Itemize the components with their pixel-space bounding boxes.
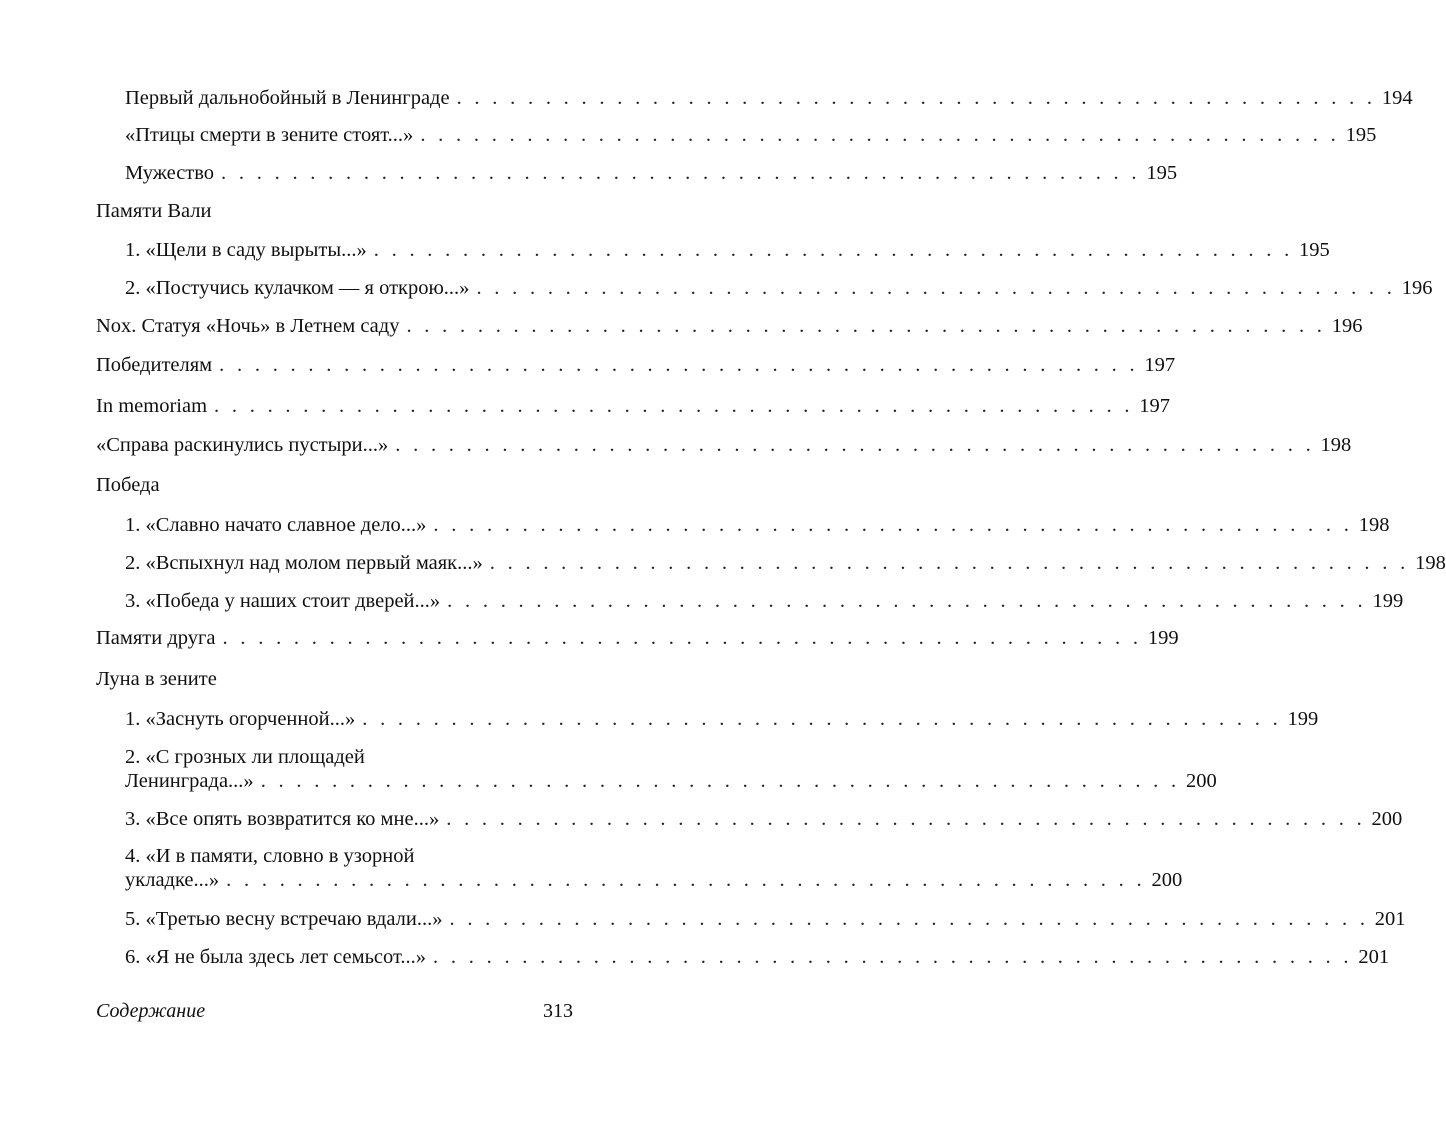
- dot-leader: . . . . . . . . . . . . . . . . . . . . . . . . . . . . . . . . . . . . . . . . . . . . . . . . . . . .: [489, 552, 1410, 574]
- toc-entry: [96, 433, 1352, 457]
- toc-entry: [96, 199, 573, 223]
- toc-entry-title: 2. «Вспыхнул над молом первый маяк...»: [125, 552, 483, 574]
- toc-entry-page: 198: [1415, 552, 1446, 574]
- toc-entry-title: 3. «Все опять возвратится ко мне...»: [125, 808, 440, 830]
- toc-entry: [125, 513, 1390, 537]
- toc-entry: [125, 907, 1406, 931]
- dot-leader: . . . . . . . . . . . . . . . . . . . . . . . . . . . . . . . . . . . . . . . . . . . . . . . . . . . .: [214, 395, 1134, 417]
- toc-entry-page: 195: [1345, 124, 1377, 146]
- toc-entry: [96, 626, 1179, 650]
- page-number: 313: [543, 1000, 573, 1022]
- dot-leader: . . . . . . . . . . . . . . . . . . . . . . . . . . . . . . . . . . . . . . . . . . . . . . . . . . . .: [447, 590, 1367, 612]
- toc-entry-title: In memoriam: [96, 395, 208, 417]
- toc-entry-page: 201: [1358, 946, 1390, 968]
- toc-entry-title: 2. «Постучись кулачком — я открою...»: [125, 277, 470, 299]
- toc-entry-title: 1. «Славно начато славное дело...»: [125, 514, 427, 536]
- toc-entry-page: 198: [1320, 434, 1352, 456]
- toc-entry-title-continuation: Ленинграда...»: [125, 770, 254, 792]
- toc-entry: [125, 86, 1413, 110]
- toc-entry-page: 199: [1287, 708, 1319, 730]
- dot-leader: . . . . . . . . . . . . . . . . . . . . . . . . . . . . . . . . . . . . . . . . . . . . . . . . . . . .: [219, 354, 1139, 376]
- toc-entry: [96, 394, 1171, 418]
- dot-leader: . . . . . . . . . . . . . . . . . . . . . . . . . . . . . . . . . . . . . . . . . . . . . . . . . . . .: [362, 708, 1282, 730]
- toc-entry: [125, 945, 1390, 969]
- dot-leader: . . . . . . . . . . . . . . . . . . . . . . . . . . . . . . . . . . . . . . . . . . . . . . . . . . . .: [449, 908, 1369, 930]
- toc-entry-page: 196: [1331, 315, 1363, 337]
- toc-entry: [96, 353, 1176, 377]
- toc-entry: [125, 844, 1183, 892]
- toc-entry-title: Луна в зените: [96, 668, 217, 690]
- page-footer: [96, 999, 573, 1023]
- dot-leader: . . . . . . . . . . . . . . . . . . . . . . . . . . . . . . . . . . . . . . . . . . . . . . . . . . . .: [420, 124, 1340, 146]
- toc-entry-page: 200: [1371, 808, 1403, 830]
- toc-entry: [125, 276, 1433, 300]
- toc-entry-page: 199: [1372, 590, 1404, 612]
- toc-entry-title: 4. «И в памяти, словно в узорной: [125, 845, 415, 867]
- toc-entry: [125, 123, 1377, 147]
- running-footer-title: Содержание: [96, 1000, 206, 1022]
- dot-leader: . . . . . . . . . . . . . . . . . . . . . . . . . . . . . . . . . . . . . . . . . . . . . . . . . . . .: [476, 277, 1396, 299]
- toc-entry: [125, 589, 1404, 613]
- toc-entry-title: Nox. Статуя «Ночь» в Летнем саду: [96, 315, 400, 337]
- toc-entry-title: 3. «Победа у наших стоит дверей...»: [125, 590, 441, 612]
- dot-leader: . . . . . . . . . . . . . . . . . . . . . . . . . . . . . . . . . . . . . . . . . . . . . . . . . . . .: [260, 770, 1180, 792]
- toc-entry-title-continuation: укладке...»: [125, 869, 220, 891]
- toc-entry: [125, 551, 1446, 575]
- toc-entry-title: 5. «Третью весну встречаю вдали...»: [125, 908, 443, 930]
- toc-entry: [125, 745, 1217, 793]
- toc-entry-title: «Птицы смерти в зените стоят...»: [125, 124, 414, 146]
- toc-entry-title: Памяти Вали: [96, 200, 212, 222]
- toc-entry: [125, 807, 1403, 831]
- toc-entry-title: Памяти друга: [96, 627, 216, 649]
- toc-entry-page: 197: [1139, 395, 1171, 417]
- toc-entry-page: 195: [1299, 239, 1330, 261]
- toc-entry: [125, 707, 1319, 731]
- dot-leader: . . . . . . . . . . . . . . . . . . . . . . . . . . . . . . . . . . . . . . . . . . . . . . . . . . . .: [406, 315, 1326, 337]
- toc-entry-page: 201: [1374, 908, 1406, 930]
- toc-entry-page: 195: [1146, 162, 1178, 184]
- dot-leader: . . . . . . . . . . . . . . . . . . . . . . . . . . . . . . . . . . . . . . . . . . . . . . . . . . . .: [433, 946, 1353, 968]
- toc-entry-page: 199: [1147, 627, 1179, 649]
- toc-entry-page: 198: [1358, 514, 1390, 536]
- dot-leader: . . . . . . . . . . . . . . . . . . . . . . . . . . . . . . . . . . . . . . . . . . . . . . . . . . . .: [226, 869, 1146, 891]
- toc-entry-title: «Справа раскинулись пустыри...»: [96, 434, 389, 456]
- dot-leader: . . . . . . . . . . . . . . . . . . . . . . . . . . . . . . . . . . . . . . . . . . . . . . . . . . . .: [373, 239, 1294, 261]
- toc-entry-title: Первый дальнобойный в Ленинграде: [125, 87, 450, 109]
- dot-leader: . . . . . . . . . . . . . . . . . . . . . . . . . . . . . . . . . . . . . . . . . . . . . . . . . . . .: [433, 514, 1353, 536]
- toc-entry-page: 200: [1185, 770, 1217, 792]
- toc-entry-page: 196: [1401, 277, 1433, 299]
- dot-leader: . . . . . . . . . . . . . . . . . . . . . . . . . . . . . . . . . . . . . . . . . . . . . . . . . . . .: [446, 808, 1366, 830]
- toc-entry-title: Мужество: [125, 162, 215, 184]
- dot-leader: . . . . . . . . . . . . . . . . . . . . . . . . . . . . . . . . . . . . . . . . . . . . . . . . . . . .: [395, 434, 1315, 456]
- dot-leader: . . . . . . . . . . . . . . . . . . . . . . . . . . . . . . . . . . . . . . . . . . . . . . . . . . . .: [221, 162, 1141, 184]
- toc-entry: [96, 667, 573, 691]
- toc-entry-page: 197: [1144, 354, 1176, 376]
- dot-leader: . . . . . . . . . . . . . . . . . . . . . . . . . . . . . . . . . . . . . . . . . . . . . . . . . . . .: [222, 627, 1142, 649]
- toc-entry-title: Победителям: [96, 354, 213, 376]
- toc-entry-title: 1. «Щели в саду вырыты...»: [125, 239, 367, 261]
- toc-entry-page: 194: [1381, 87, 1413, 109]
- toc-entry: [96, 314, 1363, 338]
- toc-entry-title: Победа: [96, 474, 160, 496]
- toc-entry-title: 1. «Заснуть огорченной...»: [125, 708, 356, 730]
- toc-entry-page: 200: [1151, 869, 1183, 891]
- toc-entry-title: 2. «С грозных ли площадей: [125, 746, 365, 768]
- toc-entry-title: 6. «Я не была здесь лет семьсот...»: [125, 946, 427, 968]
- dot-leader: . . . . . . . . . . . . . . . . . . . . . . . . . . . . . . . . . . . . . . . . . . . . . . . . . . . .: [456, 87, 1376, 109]
- toc-entry: [125, 238, 1330, 262]
- toc-entry: [96, 473, 573, 497]
- toc-entry: [125, 161, 1178, 185]
